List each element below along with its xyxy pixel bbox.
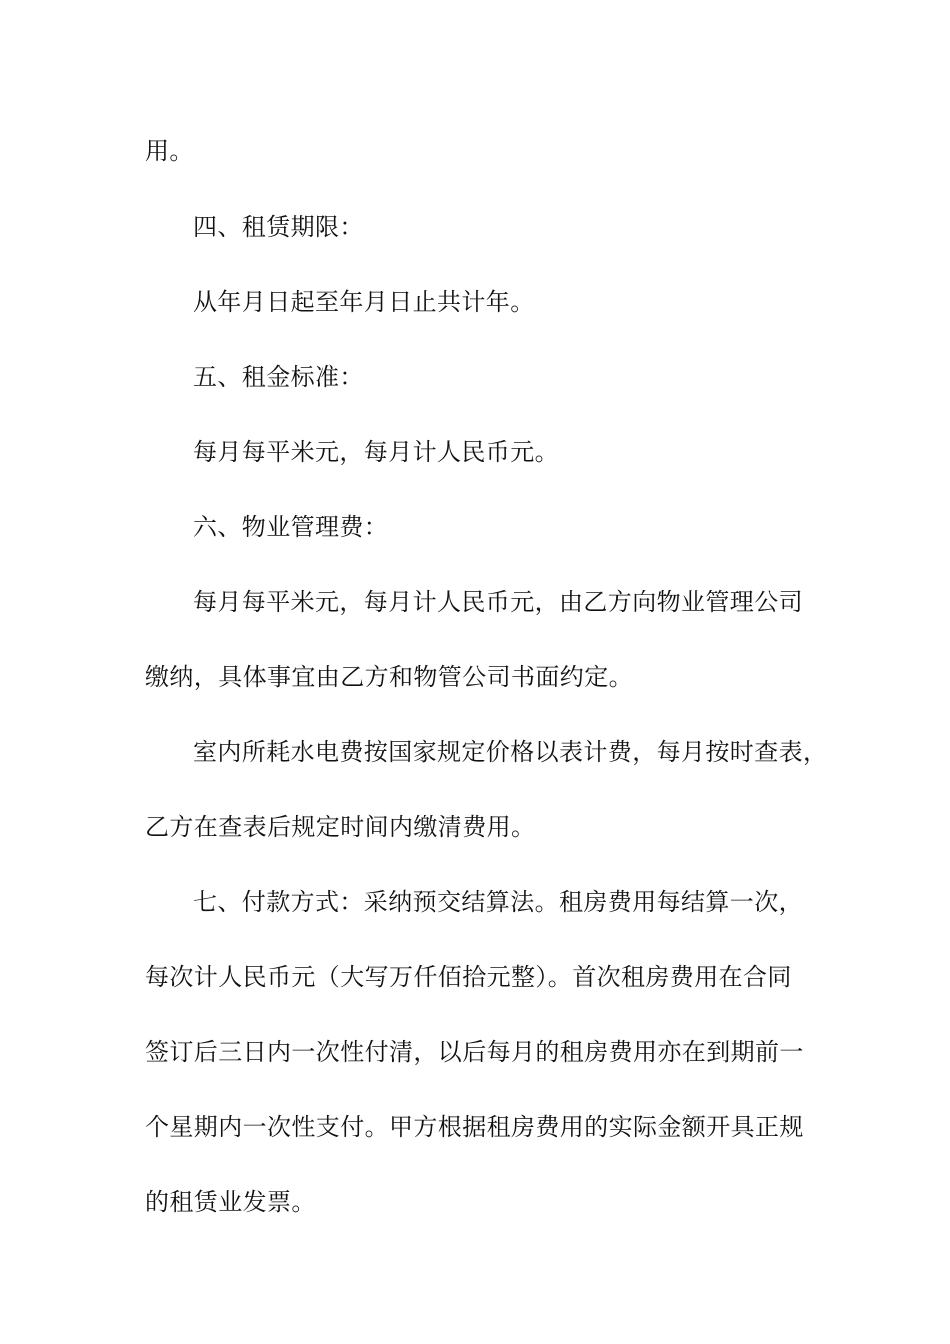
section-heading-rent-standard: 五、租金标准： <box>193 363 364 391</box>
text-line-1: 用。 <box>145 137 194 165</box>
section-heading-payment-method: 七、付款方式：采纳预交结算法。租房费用每结算一次， <box>193 888 803 916</box>
section-heading-property-fee: 六、物业管理费： <box>193 513 389 541</box>
text-line-lease-period: 从年月日起至年月日止共计年。 <box>193 288 535 316</box>
text-line-payment-5: 的租赁业发票。 <box>145 1188 316 1216</box>
text-line-payment-4: 个星期内一次性支付。甲方根据租房费用的实际金额开具正规 <box>145 1113 804 1141</box>
text-line-payment-3: 签订后三日内一次性付清，以后每月的租房费用亦在到期前一 <box>145 1038 804 1066</box>
text-line-payment-2: 每次计人民币元（大写万仟佰拾元整）。首次租房费用在合同 <box>145 963 792 991</box>
text-line-utilities-1: 室内所耗水电费按国家规定价格以表计费，每月按时查表， <box>193 738 828 766</box>
section-heading-lease-term: 四、租赁期限： <box>193 213 364 241</box>
text-line-rent-amount: 每月每平米元，每月计人民币元。 <box>193 438 559 466</box>
text-line-utilities-2: 乙方在查表后规定时间内缴清费用。 <box>145 813 536 841</box>
text-line-property-fee-2: 缴纳，具体事宜由乙方和物管公司书面约定。 <box>145 663 633 691</box>
text-line-property-fee-1: 每月每平米元，每月计人民币元，由乙方向物业管理公司 <box>193 588 803 616</box>
